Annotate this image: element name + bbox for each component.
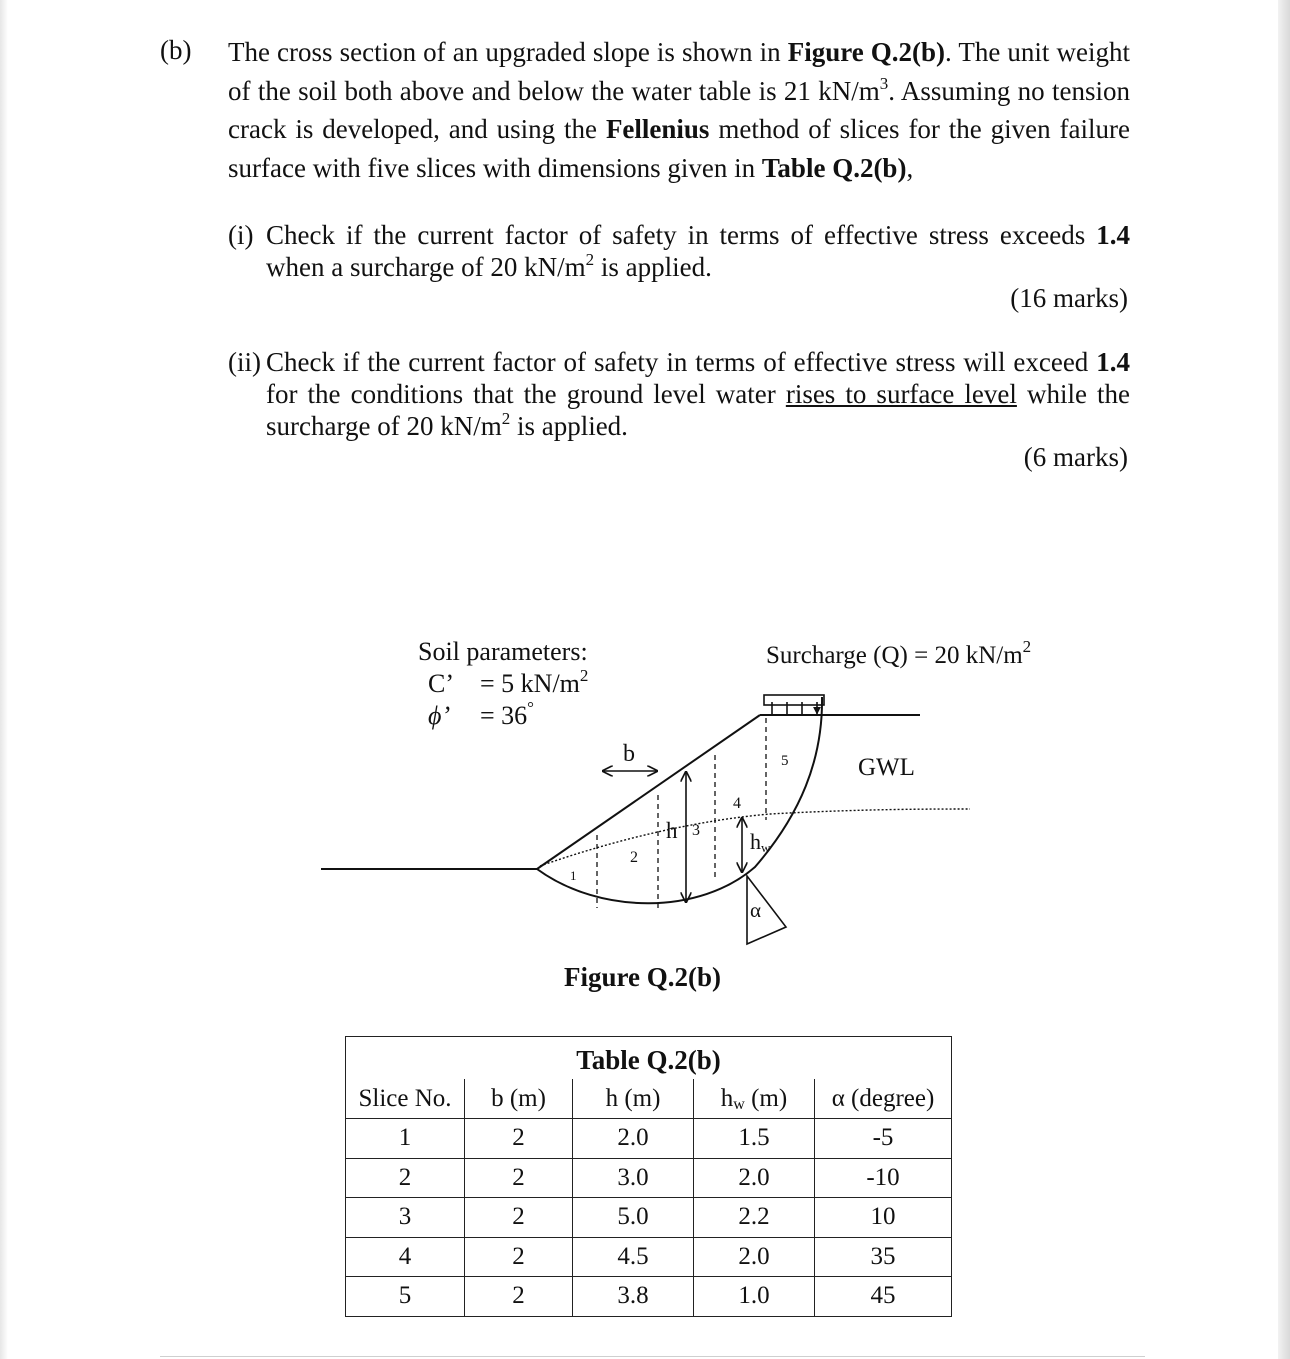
table-cell: 5: [346, 1277, 465, 1317]
table-cell: 2: [465, 1277, 573, 1317]
text-run: method of slices for the given failure surface with five slices with dimensions given in: [228, 114, 1130, 183]
table-cell: 1.5: [694, 1119, 815, 1159]
text-run: Check if the current factor of safety in terms of effective stress exceeds: [266, 220, 1097, 250]
hw-label: [750, 829, 770, 855]
table-header-row: [346, 1079, 952, 1119]
table-row: [346, 1237, 952, 1277]
alpha-label: α: [750, 898, 762, 922]
surcharge-label: [766, 637, 1032, 670]
header-hw-unit: (m): [744, 1084, 788, 1112]
surcharge-unit-exponent: 2: [1022, 637, 1032, 656]
text-run: Fellenius: [605, 114, 710, 144]
text-run: is applied.: [594, 252, 712, 282]
header-slice-no: Slice No.: [346, 1079, 465, 1119]
text-run: Figure Q.2(b): [787, 37, 946, 67]
text-run: 3: [879, 73, 889, 93]
table-cell: 5.0: [573, 1198, 694, 1238]
text-run: . Assuming no tension crack is developed, and using the: [228, 75, 1130, 144]
table-cell: 2: [465, 1237, 573, 1277]
table-cell: 1: [346, 1119, 465, 1159]
text-run: . The unit weight of the soil both above and below the water table is 21 kN/m: [228, 37, 1130, 106]
header-h: h (m): [573, 1079, 694, 1119]
slope-face: [537, 715, 760, 869]
friction-angle-value: = 36: [480, 701, 528, 730]
text-run: Check if the current factor of safety in terms of effective stress will exceed: [266, 347, 1097, 377]
part-i-marks: (16 marks): [1010, 283, 1128, 313]
table-cell: 1.0: [694, 1277, 815, 1317]
surcharge-box: [764, 695, 824, 705]
table-title: Table Q.2(b): [346, 1037, 952, 1080]
header-alpha: α (degree): [815, 1079, 952, 1119]
table-cell: 3.0: [573, 1158, 694, 1198]
slice-data-table: [345, 1036, 952, 1317]
text-run: for the conditions that the ground level water: [266, 379, 786, 409]
hw-label-subscript: w: [761, 840, 771, 855]
part-ii-marks: (6 marks): [1023, 442, 1128, 472]
header-hw: [694, 1079, 815, 1119]
friction-angle-row: [428, 700, 588, 732]
table-cell: 4.5: [573, 1237, 694, 1277]
cohesion-symbol: C’: [428, 669, 454, 698]
table-row: [346, 1277, 952, 1317]
text-run: Table Q.2(b): [761, 152, 907, 183]
slice-number-1: 1: [570, 868, 577, 883]
table-cell: 3.8: [573, 1277, 694, 1317]
table-cell: 4: [346, 1237, 465, 1277]
cohesion-value: = 5 kN/m: [480, 669, 580, 698]
table-row: [346, 1198, 952, 1238]
table-cell: 2.2: [694, 1198, 815, 1238]
friction-angle-degree: °: [527, 698, 534, 717]
hw-label-main: h: [750, 829, 761, 854]
figure-caption: Figure Q.2(b): [564, 962, 721, 992]
text-run: ,: [906, 152, 914, 183]
cohesion-row: [428, 668, 588, 700]
table-cell: 35: [815, 1237, 952, 1277]
table-cell: 10: [815, 1198, 952, 1238]
table-cell: 2: [465, 1198, 573, 1238]
table-row: [346, 1158, 952, 1198]
surcharge-label-text: Surcharge (Q) = 20 kN/m: [766, 642, 1023, 669]
text-run: 2: [585, 250, 595, 269]
header-hw-subscript: w: [733, 1095, 745, 1113]
text-run: is applied.: [510, 411, 628, 441]
slice-number-5: 5: [781, 753, 789, 769]
table-cell: 45: [815, 1277, 952, 1317]
text-run: 1.4: [1096, 220, 1130, 250]
table-body: [346, 1119, 952, 1317]
table-cell: -5: [815, 1119, 952, 1159]
text-run: while the surcharge of 20 kN/m: [266, 379, 1130, 441]
table-cell: 3: [346, 1198, 465, 1238]
text-run: 1.4: [1096, 347, 1130, 377]
b-label: b: [623, 741, 635, 767]
text-run: The cross section of an upgraded slope is shown in: [228, 37, 788, 67]
soil-parameters: [418, 636, 588, 732]
cohesion-unit-exponent: 2: [579, 666, 589, 685]
h-label: h: [666, 818, 678, 843]
table-row: [346, 1119, 952, 1159]
slice-number-3: 3: [692, 822, 700, 839]
gwl-label: GWL: [858, 754, 915, 781]
text-run: when a surcharge of 20 kN/m: [266, 252, 586, 282]
friction-angle-symbol: ϕ’: [428, 701, 451, 730]
table-cell: 2: [465, 1119, 573, 1159]
table-cell: -10: [815, 1158, 952, 1198]
table-cell: 2: [465, 1158, 573, 1198]
text-run: rises to surface level: [785, 379, 1017, 409]
question-label: (b): [160, 35, 192, 65]
table-cell: 2: [346, 1158, 465, 1198]
text-run: 2: [501, 409, 511, 428]
part-i-number: (i): [228, 220, 254, 250]
part-ii-number: (ii): [228, 347, 261, 377]
soil-parameters-title: Soil parameters:: [418, 637, 588, 666]
table-cell: 2.0: [694, 1237, 815, 1277]
surcharge-arrows: [772, 702, 817, 714]
slice-number-2: 2: [630, 849, 638, 866]
table-cell: 2.0: [573, 1119, 694, 1159]
header-b: b (m): [465, 1079, 573, 1119]
slice-table: [345, 1036, 952, 1317]
slice-number-4: 4: [733, 795, 741, 812]
header-hw-main: h: [720, 1084, 734, 1112]
table-cell: 2.0: [694, 1158, 815, 1198]
table-title-row: [346, 1037, 952, 1080]
